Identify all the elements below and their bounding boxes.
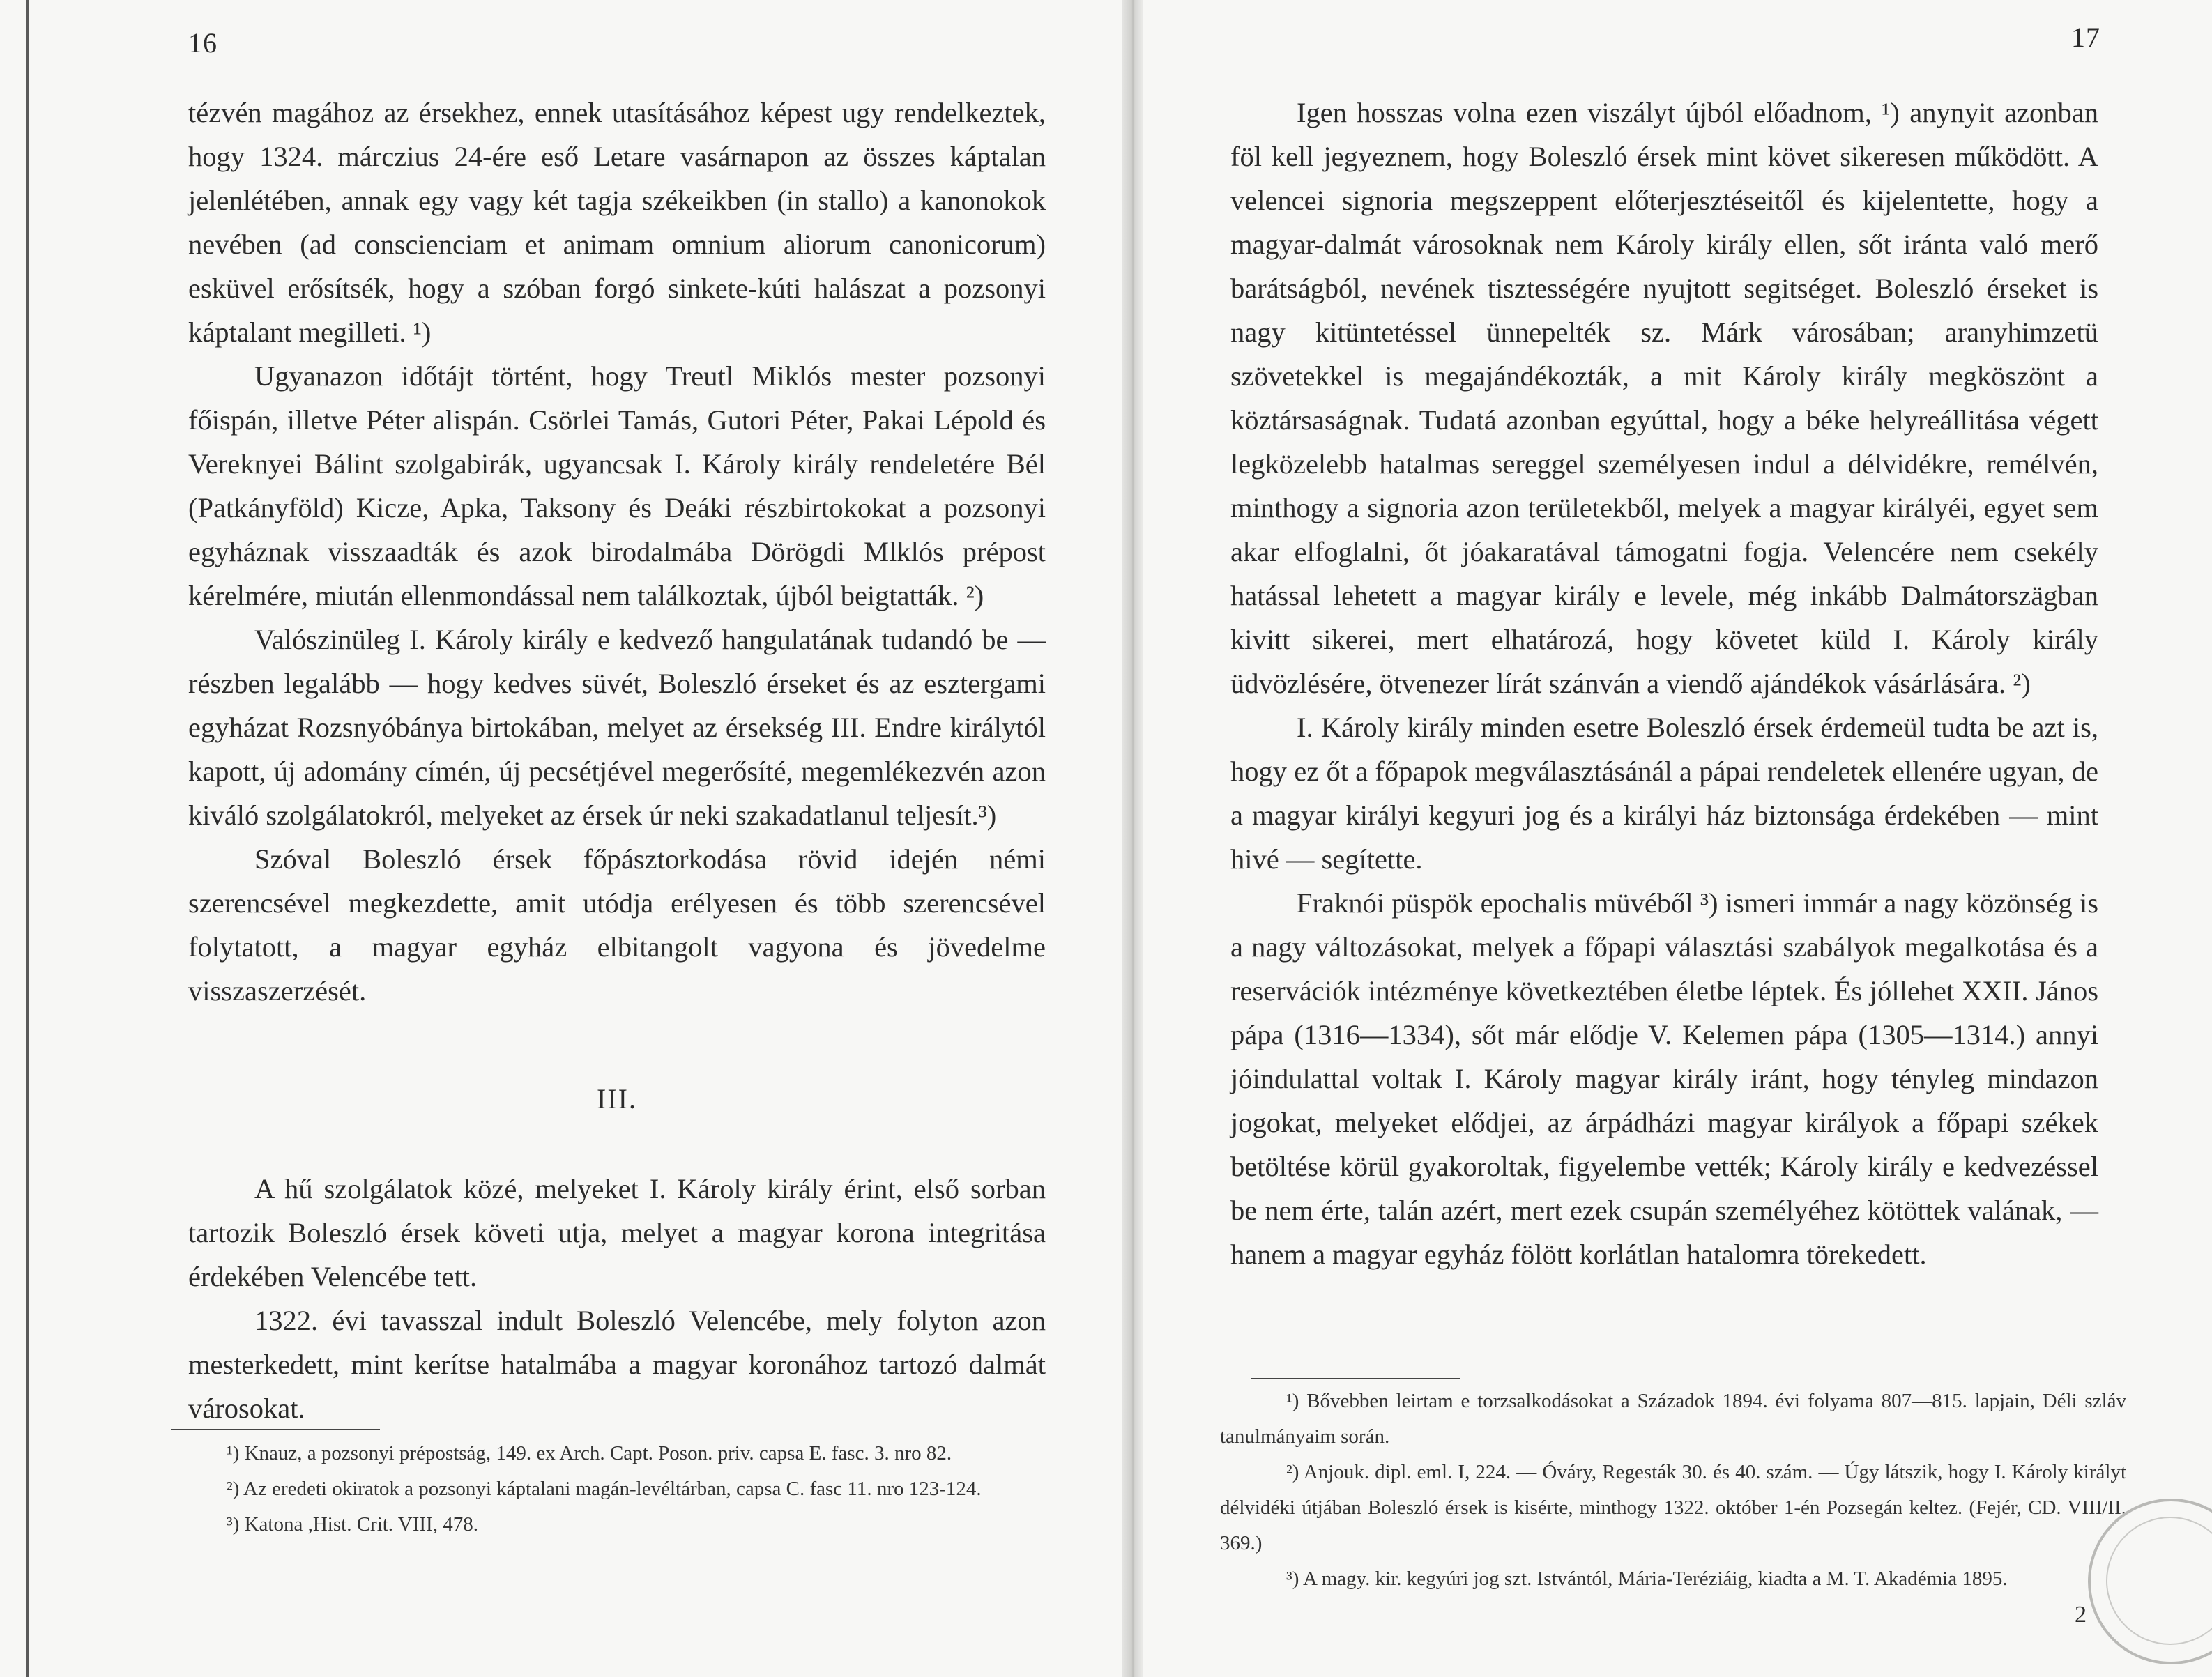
footnote: ¹) Knauz, a pozsonyi prépostság, 149. ex Arch. Capt. Poson. priv. capsa E. fasc. 3. nro 82. (227, 1442, 952, 1464)
paragraph: Ugyanazon időtájt történt, hogy Treutl Miklós mester pozsonyi főispán, illetve Péter alispán. Csörlei Tamás, Gutori Péter, Pakai Lépold és Vereknyei Bálint szolgabirák, ugyancsak I. Károly király rendeletére Bél (Patkányföld) Kicze, Apka, Taksony és Deáki részbirtokokat a pozsonyi egyháznak visszaadták és azok birodalmába Dörögdi Mlklós prépost kérelmére, miután ellenmondással nem találkoztak, újból beigtatták. ²) (188, 360, 1046, 611)
paragraph: Igen hosszas volna ezen viszályt újból előadnom, ¹) anynyit azonban föl kell jegyeznem, hogy Boleszló érsek mint követ sikeresen működött. A velencei signoria megszeppent előterjesztéseitől és kijelentette, hogy a magyar-dalmát városoknak nem Károly király ellen, sőt iránta való merő barátságból, nevének tisztességére nyujtott segitséget. Boleszló érseket is nagy kitüntetéssel ünnepelték sz. Márk városában; aranyhimzetü szövetekkel is megajándékozták, a mit Károly király megköszönt a köztársaságnak. Tudatá azonban egyúttal, hogy a béke helyreállitása végett legközelebb hatalmas sereggel személyesen indul a délvidékre, remélvén, minthogy a signoria azon területekből, melyek a magyar királyéi, egyet sem akar elfoglalni, őt jóakaratával támogatni fogja. Velencére nem csekély hatással lehetett a magyar király e levele, még inkább Dalmátorszägban kivitt sikerei, mert elhatározá, hogy követet küld I. Károly király üdvözlésére, ötvenezer lírát szánván a viendő ajándékok vásárlására. ²) (1230, 97, 2098, 699)
right-body-text (1230, 91, 2098, 1276)
page-number-right: 17 (2071, 22, 2100, 53)
right-page (1143, 0, 2212, 1677)
footnote: ³) Katona ,Hist. Crit. VIII, 478. (227, 1513, 478, 1536)
page-edge (26, 0, 29, 1677)
library-stamp-inner (2106, 1517, 2212, 1645)
book-gutter (1122, 0, 1143, 1677)
left-footnotes (160, 1436, 1032, 1542)
paragraph: 1322. évi tavasszal indult Boleszló Velencébe, mely folyton azon mesterkedett, mint kerítse hatalmába a magyar koronához tartozó dalmát városokat. (188, 1305, 1046, 1424)
paragraph: Szóval Boleszló érsek főpásztorkodása rövid idején némi szerencsével megkezdette, amit utódja erélyesen és több szerencsével folytatott, a magyar egyház elbitangolt vagyona és jövedelme visszaszerzését. (188, 843, 1046, 1006)
paragraph: Fraknói püspök epochalis müvéből ³) ismeri immár a nagy közönség is a nagy változásokat, melyek a főpapi választási szabályok megalkotása és a reservációk intézménye következtében életbe léptek. És jóllehet XXII. János pápa (1316—1334), sőt már elődje V. Kelemen pápa (1305—1314.) annyi jóindulattal voltak I. Károly magyar király iránt, hogy tényleg mindazon jogokat, melyeket elődjei, az árpádházi magyar királyok a főpapi székek betöltése körül gyakoroltak, figyelembe vették; Károly király e kedvezéssel be nem érte, talán azért, mert ezek csupán személyéhez kötöttek valának, — hanem a magyar egyház fölött korlátlan hatalomra törekedett. (1230, 887, 2098, 1270)
right-footnotes (1220, 1384, 2126, 1597)
signature-mark: 2 (2075, 1602, 2087, 1628)
footnote: ²) Az eredeti okiratok a pozsonyi káptalani magán-levéltárban, capsa C. fasc 11. nro 123-124. (227, 1478, 982, 1500)
paragraph: A hű szolgálatok közé, melyeket I. Károly király érint, első sorban tartozik Boleszló érsek követi utja, melyet a magyar korona integritása érdekében Velencébe tett. (188, 1173, 1046, 1292)
footnote: ¹) Bővebben leirtam e torzsalkodásokat a Századok 1894. évi folyama 807—815. lapjain, Déli szláv tanulmányaim során. (1220, 1390, 2126, 1448)
paragraph: I. Károly király minden esetre Boleszló érsek érdemeül tudta be azt is, hogy ez őt a főpapok megválasztásánál a pápai rendeletek ellenére ugyan, de a magyar királyi kegyuri jog és a királyi ház biztonsága érdekében — mint hivé — segítette. (1230, 712, 2098, 875)
section-heading: III. (597, 1083, 637, 1115)
footnote-separator (1251, 1378, 1460, 1379)
footnote: ²) Anjouk. dipl. eml. I, 224. — Óváry, Regesták 30. és 40. szám. — Úgy látszik, hogy I. Károly királyt délvidéki útjában Boleszló érsek is kisérte, minthogy 1322. október 1-én Pozsegán keltez. (Fejér, CD. VIII/II, 369.) (1220, 1461, 2126, 1554)
page-number-left: 16 (188, 27, 218, 59)
left-body-text (188, 91, 1046, 1430)
footnote: ³) A magy. kir. kegyúri jog szt. Istvántól, Mária-Teréziáig, kiadta a M. T. Akadémia 1895. (1286, 1568, 2008, 1590)
paragraph: Valószinüleg I. Károly király e kedvező hangulatának tudandó be — részben legalább — hogy kedves süvét, Boleszló érseket és az esztergami egyházat Rozsnyóbánya birtokában, melyet az érsekség III. Endre királytól kapott, új adomány címén, új pecsétjével megerősíté, megemlékezvén azon kiváló szolgálatokról, melyeket az érsek úr neki szakadatlanul teljesít.³) (188, 624, 1046, 831)
footnote-separator (171, 1429, 380, 1430)
paragraph: tézvén magához az érsekhez, ennek utasításához képest ugy rendelkeztek, hogy 1324. márczius 24-ére eső Letare vasárnapon az összes káptalan jelenlétében, annak egy vagy két tagja székeikben (in stallo) a kanonokok nevében (ad conscienciam et animam omnium aliorum canonicorum) esküvel erősítsék, hogy a szóban forgó sinkete-kúti halászat a pozsonyi káptalant megilleti. ¹) (188, 97, 1046, 348)
